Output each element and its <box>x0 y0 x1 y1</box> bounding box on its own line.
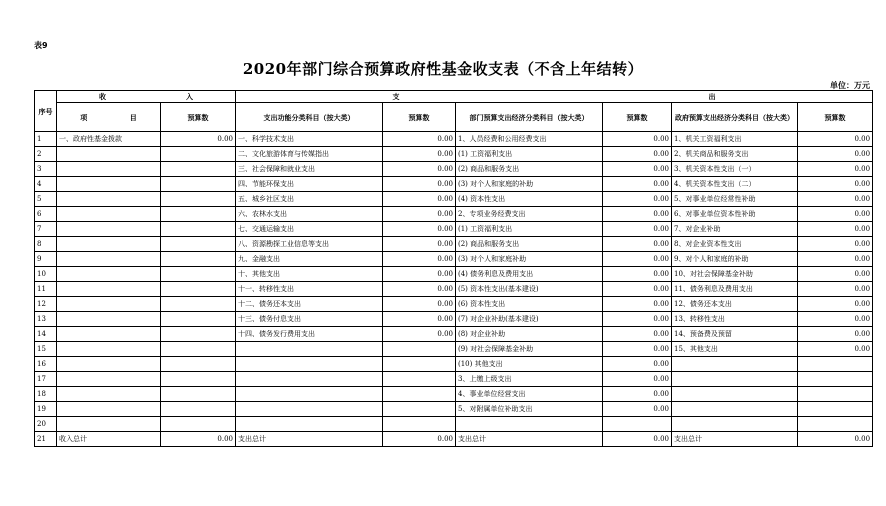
dept-budget-cell: 0.00 <box>603 342 672 357</box>
gov-item-cell: 1、机关工资福利支出 <box>672 132 798 147</box>
header-income-right: 入 <box>186 92 193 101</box>
income-budget-cell <box>161 417 236 432</box>
func-budget-cell: 0.00 <box>383 297 456 312</box>
func-item-cell: 十四、债务发行费用支出 <box>236 327 383 342</box>
gov-item-cell: 3、机关资本性支出（一） <box>672 162 798 177</box>
dept-item-cell: (4) 债务利息及费用支出 <box>456 267 603 282</box>
gov-item-cell: 13、转移性支出 <box>672 312 798 327</box>
func-budget-cell: 0.00 <box>383 132 456 147</box>
header-income <box>57 91 236 103</box>
gov-budget-cell: 0.00 <box>798 222 873 237</box>
func-budget-cell: 0.00 <box>383 327 456 342</box>
seq-cell: 17 <box>35 372 57 387</box>
func-budget-cell: 0.00 <box>383 162 456 177</box>
dept-budget-cell: 0.00 <box>603 222 672 237</box>
gov-item-cell: 15、其他支出 <box>672 342 798 357</box>
func-item-cell: 二、文化旅游体育与传媒指出 <box>236 147 383 162</box>
table-row <box>35 387 873 402</box>
dept-item-cell: (7) 对企业补助(基本建设) <box>456 312 603 327</box>
income-item-cell <box>57 357 161 372</box>
func-budget-cell: 0.00 <box>383 207 456 222</box>
table-row <box>35 162 873 177</box>
func-budget-cell <box>383 402 456 417</box>
seq-cell: 2 <box>35 147 57 162</box>
gov-budget-cell <box>798 417 873 432</box>
gov-item-cell <box>672 372 798 387</box>
func-item-cell: 四、节能环保支出 <box>236 177 383 192</box>
income-item-cell: 收入总计 <box>57 432 161 447</box>
seq-cell: 16 <box>35 357 57 372</box>
func-item-cell: 八、资源勘探工业信息等支出 <box>236 237 383 252</box>
table-row <box>35 402 873 417</box>
dept-item-cell: (3) 对个人和家庭的补助 <box>456 177 603 192</box>
income-item-cell <box>57 387 161 402</box>
income-item-cell <box>57 417 161 432</box>
dept-item-cell: (10) 其他支出 <box>456 357 603 372</box>
table-row <box>35 192 873 207</box>
header-expense-right: 出 <box>708 92 716 101</box>
dept-budget-cell: 0.00 <box>603 432 672 447</box>
gov-budget-cell: 0.00 <box>798 237 873 252</box>
table-row <box>35 177 873 192</box>
seq-cell: 14 <box>35 327 57 342</box>
budget-table <box>34 90 873 447</box>
func-budget-cell <box>383 417 456 432</box>
income-budget-cell <box>161 342 236 357</box>
header-item-left: 项 <box>80 112 88 122</box>
page-title: 2020年部门综合预算政府性基金收支表（不含上年结转） <box>242 60 644 78</box>
gov-item-cell <box>672 402 798 417</box>
func-item-cell: 五、城乡社区支出 <box>236 192 383 207</box>
gov-budget-cell: 0.00 <box>798 327 873 342</box>
income-budget-cell: 0.00 <box>161 432 236 447</box>
gov-item-cell: 5、对事业单位经常性补助 <box>672 192 798 207</box>
func-budget-cell: 0.00 <box>383 222 456 237</box>
dept-budget-cell: 0.00 <box>603 327 672 342</box>
income-item-cell <box>57 192 161 207</box>
dept-budget-cell: 0.00 <box>603 177 672 192</box>
income-item-cell <box>57 282 161 297</box>
income-item-cell <box>57 267 161 282</box>
func-budget-cell: 0.00 <box>383 312 456 327</box>
gov-budget-cell <box>798 387 873 402</box>
income-item-cell <box>57 222 161 237</box>
gov-budget-cell: 0.00 <box>798 312 873 327</box>
dept-item-cell: (2) 商品和服务支出 <box>456 162 603 177</box>
gov-item-cell: 2、机关商品和服务支出 <box>672 147 798 162</box>
dept-budget-cell: 0.00 <box>603 162 672 177</box>
income-budget-cell: 0.00 <box>161 132 236 147</box>
seq-cell: 9 <box>35 252 57 267</box>
gov-item-cell: 12、债务还本支出 <box>672 297 798 312</box>
gov-item-cell: 9、对个人和家庭的补助 <box>672 252 798 267</box>
dept-item-cell: 4、事业单位经营支出 <box>456 387 603 402</box>
gov-item-cell: 4、机关资本性支出（二） <box>672 177 798 192</box>
gov-item-cell: 10、对社会保障基金补助 <box>672 267 798 282</box>
gov-item-cell: 7、对企业补助 <box>672 222 798 237</box>
seq-cell: 12 <box>35 297 57 312</box>
func-budget-cell: 0.00 <box>383 147 456 162</box>
gov-item-cell <box>672 417 798 432</box>
gov-item-cell <box>672 387 798 402</box>
func-item-cell <box>236 342 383 357</box>
gov-budget-cell: 0.00 <box>798 132 873 147</box>
income-budget-cell <box>161 222 236 237</box>
func-item-cell <box>236 357 383 372</box>
header-func-class: 支出功能分类科目（按大类） <box>236 103 383 132</box>
gov-budget-cell: 0.00 <box>798 192 873 207</box>
func-item-cell <box>236 372 383 387</box>
table-row <box>35 252 873 267</box>
dept-item-cell: 3、上缴上级支出 <box>456 372 603 387</box>
income-item-cell <box>57 402 161 417</box>
income-item-cell <box>57 237 161 252</box>
gov-item-cell: 8、对企业资本性支出 <box>672 237 798 252</box>
income-budget-cell <box>161 402 236 417</box>
func-item-cell: 支出总计 <box>236 432 383 447</box>
dept-budget-cell: 0.00 <box>603 372 672 387</box>
gov-budget-cell <box>798 402 873 417</box>
table-row <box>35 312 873 327</box>
dept-item-cell: (2) 商品和服务支出 <box>456 237 603 252</box>
seq-cell: 1 <box>35 132 57 147</box>
unit-label: 单位：万元 <box>830 81 870 90</box>
header-row-sub <box>35 103 873 132</box>
dept-item-cell: 支出总计 <box>456 432 603 447</box>
gov-budget-cell: 0.00 <box>798 297 873 312</box>
dept-budget-cell: 0.00 <box>603 402 672 417</box>
dept-budget-cell: 0.00 <box>603 252 672 267</box>
income-budget-cell <box>161 147 236 162</box>
income-budget-cell <box>161 297 236 312</box>
income-item-cell <box>57 207 161 222</box>
income-item-cell <box>57 372 161 387</box>
income-budget-cell <box>161 267 236 282</box>
income-budget-cell <box>161 357 236 372</box>
func-budget-cell: 0.00 <box>383 252 456 267</box>
func-budget-cell: 0.00 <box>383 192 456 207</box>
func-budget-cell: 0.00 <box>383 432 456 447</box>
header-row-top <box>35 91 873 103</box>
table-row <box>35 147 873 162</box>
table-row <box>35 327 873 342</box>
gov-item-cell: 11、债务利息及费用支出 <box>672 282 798 297</box>
func-budget-cell: 0.00 <box>383 282 456 297</box>
gov-item-cell: 14、预备费及预留 <box>672 327 798 342</box>
income-budget-cell <box>161 192 236 207</box>
table-row <box>35 132 873 147</box>
seq-cell: 13 <box>35 312 57 327</box>
income-item-cell <box>57 252 161 267</box>
header-income-left: 收 <box>99 92 106 101</box>
income-budget-cell <box>161 207 236 222</box>
seq-cell: 21 <box>35 432 57 447</box>
header-expense-left: 支 <box>392 92 400 101</box>
header-budget-income: 预算数 <box>161 103 236 132</box>
table-row <box>35 372 873 387</box>
income-item-cell <box>57 177 161 192</box>
income-budget-cell <box>161 312 236 327</box>
income-item-cell <box>57 327 161 342</box>
dept-budget-cell: 0.00 <box>603 357 672 372</box>
table-row <box>35 282 873 297</box>
dept-item-cell: 1、人员经费和公用经费支出 <box>456 132 603 147</box>
dept-budget-cell: 0.00 <box>603 147 672 162</box>
gov-budget-cell: 0.00 <box>798 342 873 357</box>
header-gov-econ: 政府预算支出经济分类科目（按大类） <box>672 103 798 132</box>
func-item-cell: 九、金融支出 <box>236 252 383 267</box>
table-row <box>35 342 873 357</box>
dept-budget-cell: 0.00 <box>603 207 672 222</box>
header-seq: 序号 <box>35 91 57 132</box>
income-budget-cell <box>161 327 236 342</box>
income-budget-cell <box>161 387 236 402</box>
dept-budget-cell: 0.00 <box>603 297 672 312</box>
func-item-cell <box>236 402 383 417</box>
gov-budget-cell: 0.00 <box>798 267 873 282</box>
dept-budget-cell: 0.00 <box>603 267 672 282</box>
table-row <box>35 297 873 312</box>
gov-budget-cell: 0.00 <box>798 177 873 192</box>
func-budget-cell <box>383 357 456 372</box>
income-budget-cell <box>161 282 236 297</box>
income-item-cell <box>57 342 161 357</box>
income-item-cell <box>57 147 161 162</box>
header-item-right: 目 <box>129 112 137 122</box>
func-item-cell: 十一、转移性支出 <box>236 282 383 297</box>
func-item-cell <box>236 417 383 432</box>
seq-cell: 11 <box>35 282 57 297</box>
table-row <box>35 417 873 432</box>
gov-budget-cell: 0.00 <box>798 282 873 297</box>
dept-budget-cell: 0.00 <box>603 387 672 402</box>
table-row <box>35 237 873 252</box>
dept-item-cell: (4) 资本性支出 <box>456 192 603 207</box>
gov-item-cell <box>672 357 798 372</box>
func-item-cell: 十、其他支出 <box>236 267 383 282</box>
func-item-cell: 十三、债务付息支出 <box>236 312 383 327</box>
header-budget-gov: 预算数 <box>798 103 873 132</box>
dept-item-cell: (9) 对社会保障基金补助 <box>456 342 603 357</box>
header-budget-dept: 预算数 <box>603 103 672 132</box>
gov-budget-cell: 0.00 <box>798 207 873 222</box>
seq-cell: 10 <box>35 267 57 282</box>
dept-budget-cell: 0.00 <box>603 192 672 207</box>
table-row <box>35 432 873 447</box>
dept-budget-cell <box>603 417 672 432</box>
func-item-cell: 一、科学技术支出 <box>236 132 383 147</box>
gov-item-cell: 支出总计 <box>672 432 798 447</box>
func-item-cell: 六、农林水支出 <box>236 207 383 222</box>
seq-cell: 7 <box>35 222 57 237</box>
func-budget-cell <box>383 342 456 357</box>
dept-budget-cell: 0.00 <box>603 282 672 297</box>
header-item <box>57 103 161 132</box>
seq-cell: 6 <box>35 207 57 222</box>
gov-budget-cell <box>798 357 873 372</box>
seq-cell: 4 <box>35 177 57 192</box>
seq-cell: 3 <box>35 162 57 177</box>
table-row <box>35 267 873 282</box>
dept-budget-cell: 0.00 <box>603 237 672 252</box>
func-budget-cell: 0.00 <box>383 237 456 252</box>
func-budget-cell <box>383 387 456 402</box>
dept-item-cell: (1) 工资福利支出 <box>456 222 603 237</box>
header-dept-econ: 部门预算支出经济分类科目（按大类） <box>456 103 603 132</box>
income-item-cell <box>57 312 161 327</box>
dept-item-cell: (6) 资本性支出 <box>456 297 603 312</box>
table-row <box>35 222 873 237</box>
seq-cell: 8 <box>35 237 57 252</box>
dept-budget-cell: 0.00 <box>603 132 672 147</box>
income-budget-cell <box>161 162 236 177</box>
dept-item-cell: (1) 工资福利支出 <box>456 147 603 162</box>
dept-item-cell <box>456 417 603 432</box>
gov-item-cell: 6、对事业单位资本性补助 <box>672 207 798 222</box>
income-item-cell <box>57 297 161 312</box>
func-item-cell: 三、社会保障和就业支出 <box>236 162 383 177</box>
income-budget-cell <box>161 372 236 387</box>
seq-cell: 19 <box>35 402 57 417</box>
func-budget-cell: 0.00 <box>383 267 456 282</box>
income-budget-cell <box>161 237 236 252</box>
gov-budget-cell: 0.00 <box>798 162 873 177</box>
gov-budget-cell: 0.00 <box>798 252 873 267</box>
func-budget-cell: 0.00 <box>383 177 456 192</box>
func-item-cell: 十二、债务还本支出 <box>236 297 383 312</box>
table-row <box>35 207 873 222</box>
header-budget-func: 预算数 <box>383 103 456 132</box>
header-expense <box>236 91 873 103</box>
func-item-cell: 七、交通运输支出 <box>236 222 383 237</box>
dept-item-cell: 2、专项业务经费支出 <box>456 207 603 222</box>
func-budget-cell <box>383 372 456 387</box>
table-row <box>35 357 873 372</box>
income-item-cell: 一、政府性基金拨款 <box>57 132 161 147</box>
seq-cell: 20 <box>35 417 57 432</box>
dept-item-cell: 5、对附属单位补助支出 <box>456 402 603 417</box>
dept-item-cell: (5) 资本性支出(基本建设) <box>456 282 603 297</box>
income-budget-cell <box>161 252 236 267</box>
gov-budget-cell: 0.00 <box>798 432 873 447</box>
income-item-cell <box>57 162 161 177</box>
gov-budget-cell: 0.00 <box>798 147 873 162</box>
dept-item-cell: (8) 对企业补助 <box>456 327 603 342</box>
seq-cell: 5 <box>35 192 57 207</box>
gov-budget-cell <box>798 372 873 387</box>
dept-budget-cell: 0.00 <box>603 312 672 327</box>
seq-cell: 18 <box>35 387 57 402</box>
table-number: 表9 <box>34 41 48 50</box>
func-item-cell <box>236 387 383 402</box>
dept-item-cell: (3) 对个人和家庭补助 <box>456 252 603 267</box>
seq-cell: 15 <box>35 342 57 357</box>
income-budget-cell <box>161 177 236 192</box>
